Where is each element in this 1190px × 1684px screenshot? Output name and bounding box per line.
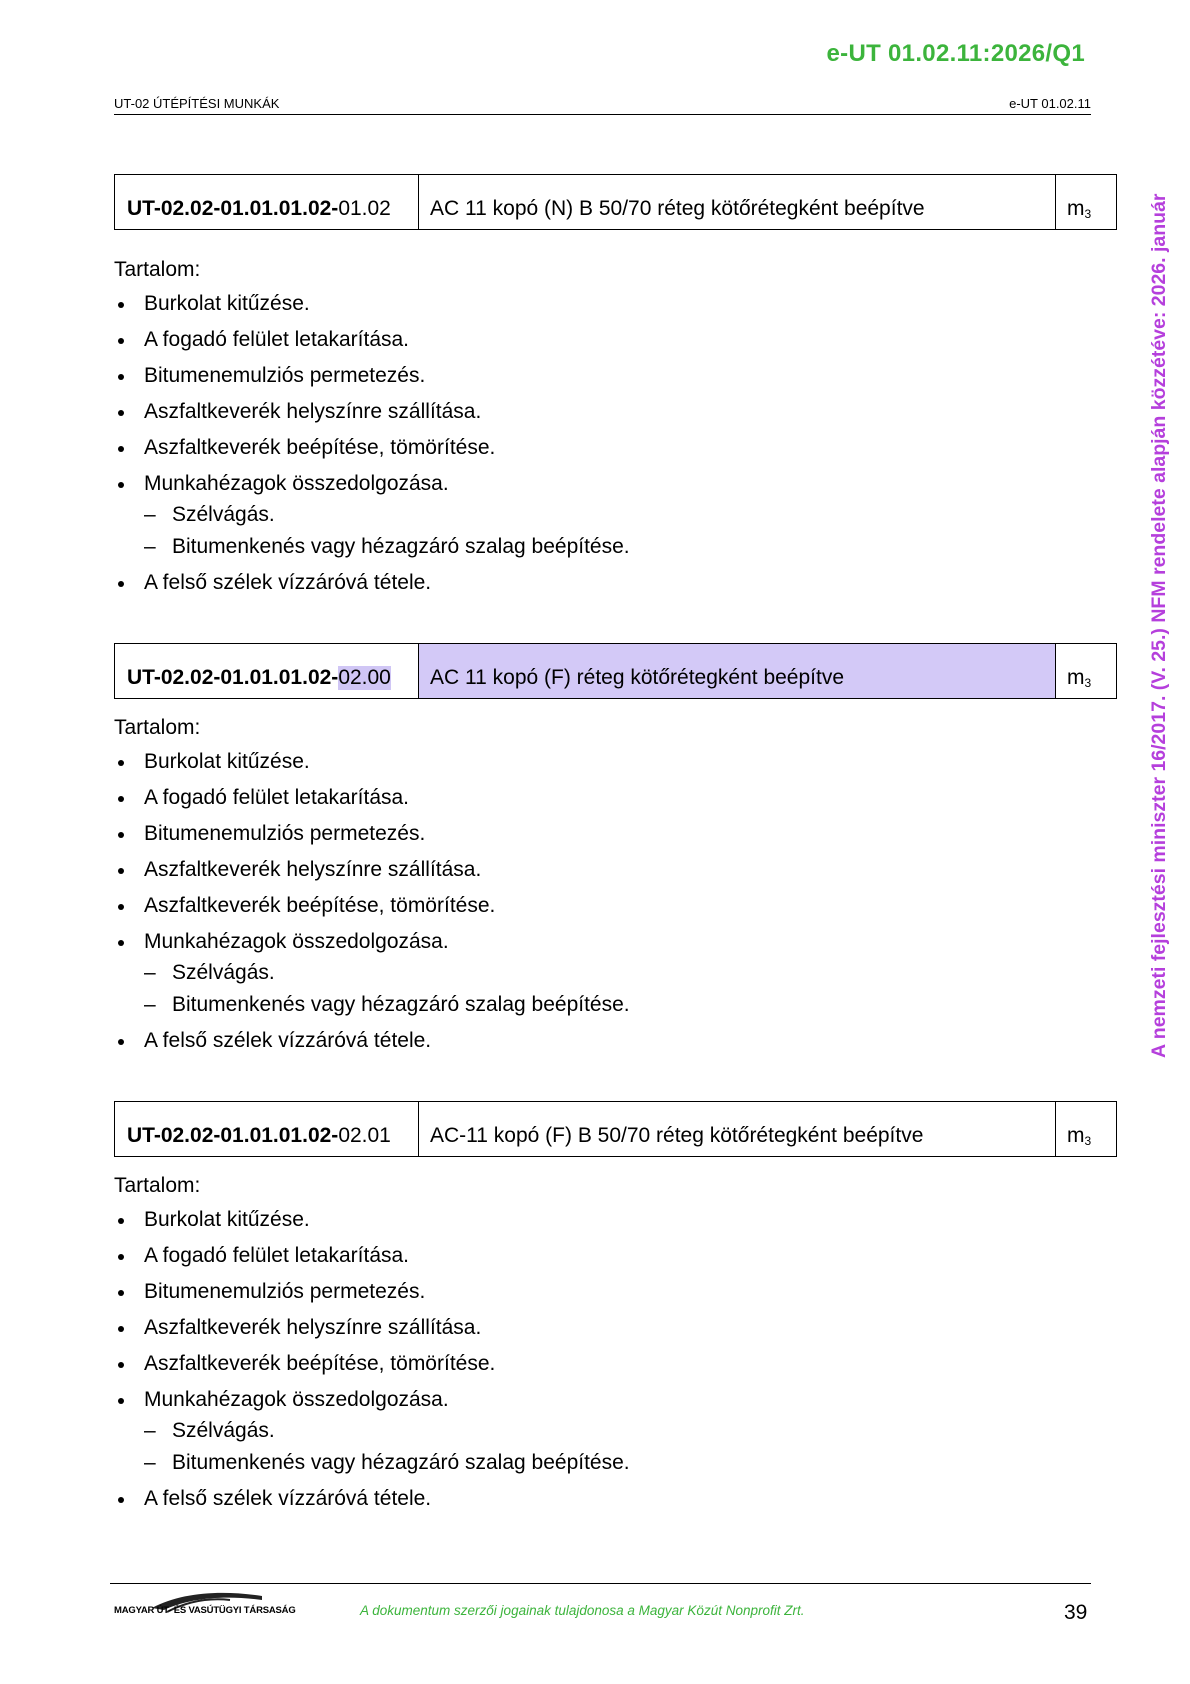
item-unit: [1056, 644, 1116, 698]
item-code: [115, 644, 419, 698]
item-code-prefix: UT-02.02-01.01.01.02-: [127, 197, 339, 220]
item-code-suffix: 02.01: [338, 1124, 391, 1147]
item-content-2: [114, 716, 1014, 1064]
item-unit: [1056, 1102, 1116, 1156]
sub-list-item: – Szélvágás.: [144, 960, 1014, 986]
list-item: A felső szélek vízzáróvá tétele.: [114, 1028, 1014, 1054]
content-list: [114, 749, 1014, 1054]
unit-base: m: [1067, 1124, 1085, 1147]
item-code: [115, 1102, 419, 1156]
item-description: AC-11 kopó (F) B 50/70 réteg kötőrétegként beépítve: [419, 1102, 1056, 1156]
list-item-text: Munkahézagok összedolgozása.: [144, 472, 449, 495]
list-item: A felső szélek vízzáróvá tétele.: [114, 1486, 1014, 1512]
content-label: Tartalom:: [114, 1174, 201, 1197]
item-code-suffix-highlighted: 02.00: [338, 666, 391, 689]
list-item-with-subitems: [114, 471, 1014, 560]
content-list: [114, 1207, 1014, 1512]
item-code-prefix: UT-02.02-01.01.01.02-: [127, 666, 339, 689]
unit-exponent: 3: [1084, 207, 1092, 221]
list-item: Aszfaltkeverék beépítése, tömörítése.: [114, 1351, 1014, 1377]
sub-list: [144, 960, 1014, 1018]
sub-list-item: – Bitumenkenés vagy hézagzáró szalag beépítése.: [144, 992, 1014, 1018]
list-item: A fogadó felület letakarítása.: [114, 327, 1014, 353]
list-item: Burkolat kitűzése.: [114, 291, 1014, 317]
list-item: A fogadó felület letakarítása.: [114, 785, 1014, 811]
unit-base: m: [1067, 197, 1085, 220]
list-item: Bitumenemulziós permetezés.: [114, 1279, 1014, 1305]
list-item: A fogadó felület letakarítása.: [114, 1243, 1014, 1269]
list-item-with-subitems: [114, 1387, 1014, 1476]
list-item: Bitumenemulziós permetezés.: [114, 363, 1014, 389]
header-left: UT-02 ÚTÉPÍTÉSI MUNKÁK: [114, 96, 280, 111]
list-item-text: Munkahézagok összedolgozása.: [144, 1388, 449, 1411]
list-item: Aszfaltkeverék helyszínre szállítása.: [114, 1315, 1014, 1341]
list-item: Bitumenemulziós permetezés.: [114, 821, 1014, 847]
list-item: Burkolat kitűzése.: [114, 749, 1014, 775]
sub-list: [144, 1418, 1014, 1476]
item-description: AC 11 kopó (N) B 50/70 réteg kötőrétegként beépítve: [419, 175, 1056, 229]
footer-divider: [110, 1583, 1091, 1584]
list-item: Aszfaltkeverék helyszínre szállítása.: [114, 857, 1014, 883]
item-code-suffix: 01.02: [338, 197, 391, 220]
item-header-1: [114, 174, 1117, 230]
sub-list-item: – Szélvágás.: [144, 1418, 1014, 1444]
page-header: [114, 96, 1091, 115]
item-code-prefix: UT-02.02-01.01.01.02-: [127, 1124, 339, 1147]
item-header-2: [114, 643, 1117, 699]
unit-exponent: 3: [1084, 676, 1092, 690]
item-description-highlighted: AC 11 kopó (F) réteg kötőrétegként beépítve: [419, 644, 1056, 698]
sub-list-item: – Szélvágás.: [144, 502, 1014, 528]
header-right: e-UT 01.02.11: [1009, 96, 1091, 111]
item-content-3: [114, 1174, 1014, 1522]
page-number: 39: [1064, 1601, 1088, 1624]
item-unit: [1056, 175, 1116, 229]
document-stamp: e-UT 01.02.11:2026/Q1: [826, 40, 1085, 67]
list-item: Aszfaltkeverék beépítése, tömörítése.: [114, 893, 1014, 919]
list-item: A felső szélek vízzáróvá tétele.: [114, 570, 1014, 596]
side-publication-note: A nemzeti fejlesztési miniszter 16/2017. (V. 25.) NFM rendelete alapján közzétéve: 2026. január: [1148, 193, 1170, 1058]
footer-logo-text: MAGYAR ÚT- ÉS VASÚTÜGYI TÁRSASÁG: [114, 1605, 296, 1616]
item-code: [115, 175, 419, 229]
list-item: Aszfaltkeverék beépítése, tömörítése.: [114, 435, 1014, 461]
item-header-3: [114, 1101, 1117, 1157]
sub-list: [144, 502, 1014, 560]
sub-list-item: – Bitumenkenés vagy hézagzáró szalag beépítése.: [144, 534, 1014, 560]
unit-base: m: [1067, 666, 1085, 689]
list-item-text: Munkahézagok összedolgozása.: [144, 930, 449, 953]
list-item: Burkolat kitűzése.: [114, 1207, 1014, 1233]
content-label: Tartalom:: [114, 258, 201, 281]
item-content-1: [114, 258, 1014, 606]
footer-copyright: A dokumentum szerzői jogainak tulajdonosa a Magyar Közút Nonprofit Zrt.: [360, 1603, 805, 1618]
content-label: Tartalom:: [114, 716, 201, 739]
list-item-with-subitems: [114, 929, 1014, 1018]
unit-exponent: 3: [1084, 1134, 1092, 1148]
list-item: Aszfaltkeverék helyszínre szállítása.: [114, 399, 1014, 425]
content-list: [114, 291, 1014, 596]
sub-list-item: – Bitumenkenés vagy hézagzáró szalag beépítése.: [144, 1450, 1014, 1476]
